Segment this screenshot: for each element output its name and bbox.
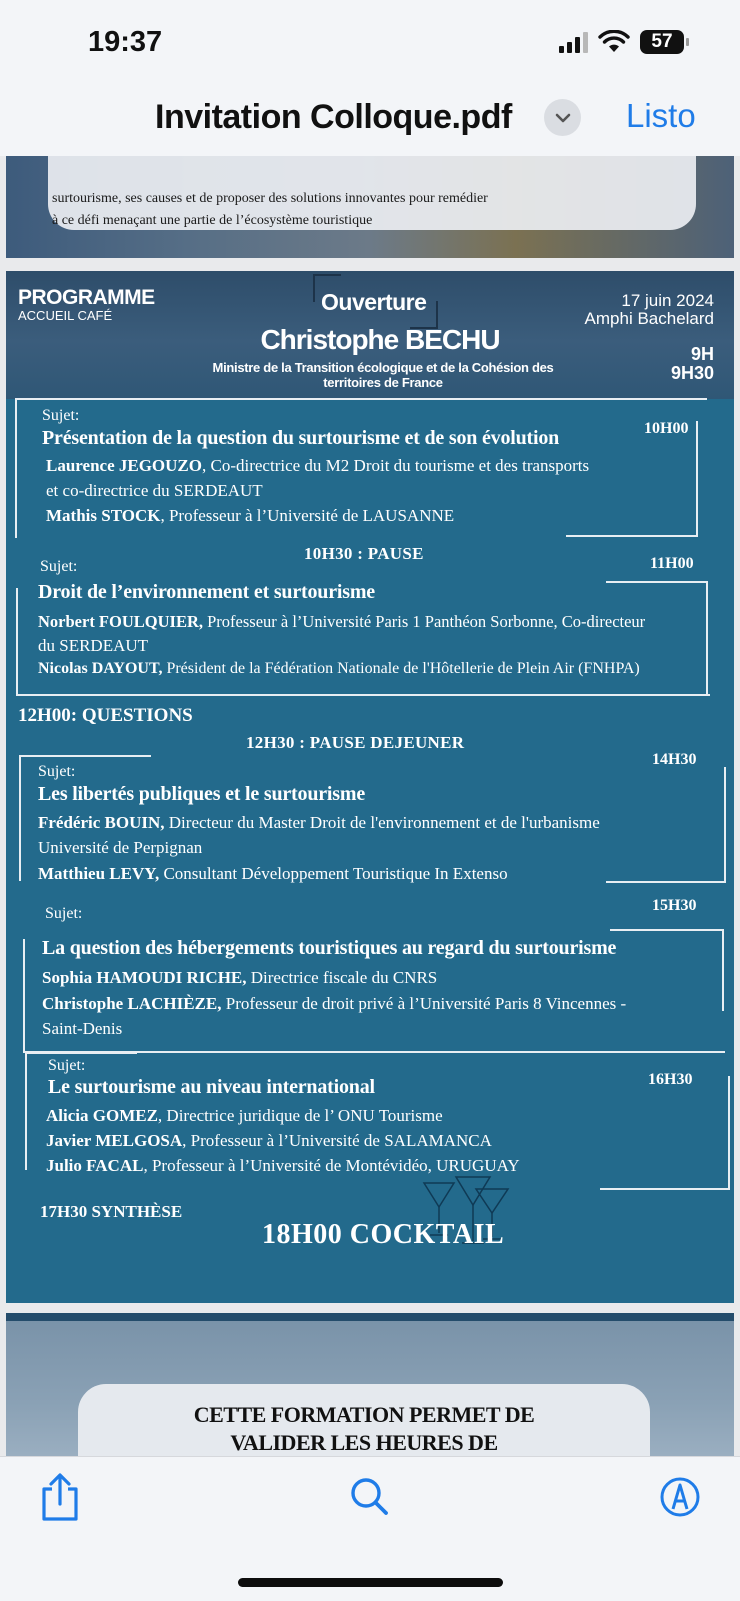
speaker-line: Norbert FOULQUIER, Professeur à l’Université Paris 1 Panthéon Sorbonne, Co-directeur <box>38 612 646 631</box>
pdf-page-1 <box>6 156 734 258</box>
session-label: Sujet: <box>45 905 83 922</box>
speaker-line: Alicia GOMEZ, Directrice juridique de l’ ONU Tourisme <box>46 1106 443 1125</box>
share-icon[interactable] <box>36 1471 84 1523</box>
session-label: Sujet: <box>40 558 78 575</box>
session-frame <box>606 767 726 883</box>
intro-text <box>52 191 612 228</box>
session-label: Sujet: <box>38 763 76 780</box>
programme-subtitle: ACCUEIL CAFÉ <box>18 308 113 323</box>
time-label: 9H <box>690 344 714 364</box>
battery-icon: 57 <box>640 30 684 54</box>
speaker-line: Javier MELGOSA, Professeur à l’Université de SALAMANCA <box>46 1131 492 1150</box>
session-title: Le surtourisme au niveau international <box>48 1076 375 1098</box>
programme-header <box>6 271 734 399</box>
speaker-line: Université de Perpignan <box>38 838 203 857</box>
speaker-line: Christophe LACHIÈZE, Professeur de droit privé à l’Université Paris 8 Vincennes - <box>42 994 627 1013</box>
markup-icon[interactable] <box>656 1471 704 1523</box>
search-icon[interactable] <box>346 1471 394 1523</box>
lunch-label: 12H30 : PAUSE DEJEUNER <box>246 733 465 752</box>
pdf-viewer[interactable] <box>0 156 740 1456</box>
cellular-signal-icon <box>559 31 588 53</box>
title-menu-button[interactable] <box>544 99 581 136</box>
session-frame <box>610 929 724 1011</box>
speaker-line: Julio FACAL, Professeur à l’Université de Montévidéo, URUGUAY <box>46 1156 520 1175</box>
session-time: 15H30 <box>652 897 697 914</box>
done-button[interactable]: Listo <box>626 97 696 134</box>
pause-label: 10H30 : PAUSE <box>304 544 424 563</box>
speaker-line: Saint-Denis <box>42 1019 123 1038</box>
status-time: 19:37 <box>88 26 163 58</box>
event-room: Amphi Bachelard <box>584 309 714 328</box>
event-date: 17 juin 2024 <box>621 291 714 310</box>
session-title: La question des hébergements touristiques au regard du surtourisme <box>42 937 617 959</box>
session-time: 16H30 <box>648 1071 693 1088</box>
chevron-down-icon <box>554 112 572 124</box>
speaker-line: Sophia HAMOUDI RICHE, Directrice fiscale du CNRS <box>42 968 438 987</box>
session-frame <box>600 1076 730 1190</box>
speaker-role-line: territoires de France <box>323 375 443 390</box>
pdf-page-2-programme <box>6 271 734 1303</box>
speaker-line: et co-directrice du SERDEAUT <box>46 481 263 500</box>
document-title[interactable]: Invitation Colloque.pdf <box>155 98 512 136</box>
speaker-role-line: Ministre de la Transition écologique et de la Cohésion des <box>212 360 554 375</box>
session-time: 11H00 <box>650 555 694 572</box>
session-title: Droit de l’environnement et surtourisme <box>38 581 375 603</box>
home-indicator[interactable] <box>238 1578 503 1587</box>
status-bar <box>0 0 740 88</box>
speaker-line: Frédéric BOUIN, Directeur du Master Droit de l'environnement et de l'urbanisme <box>38 813 600 832</box>
session-title: Les libertés publiques et le surtourisme <box>38 783 365 805</box>
speaker-line: Laurence JEGOUZO, Co-directrice du M2 Droit du tourisme et des transports <box>46 456 590 475</box>
cocktail-label: 18H00 COCKTAIL <box>262 1219 505 1250</box>
programme-title: PROGRAMME <box>18 286 155 309</box>
session-frame <box>566 421 698 537</box>
status-icons <box>559 30 684 54</box>
session-title: Présentation de la question du surtourisme et de son évolution <box>42 427 560 449</box>
pdf-page-3 <box>6 1313 734 1456</box>
opening-speaker: Christophe BECHU <box>260 324 500 355</box>
session-time: 14H30 <box>652 751 697 768</box>
training-line: CETTE FORMATION PERMET DE <box>193 1402 535 1427</box>
training-text <box>78 1401 650 1456</box>
bottom-toolbar <box>0 1456 740 1601</box>
synthesis-label: 17H30 SYNTHÈSE <box>40 1202 183 1221</box>
speaker-line: Nicolas DAYOUT, Président de la Fédération Nationale de l'Hôtellerie de Plein Air (FNHPA) <box>38 660 640 677</box>
training-line: VALIDER LES HEURES DE <box>230 1430 498 1455</box>
intro-line: surtourisme, ses causes et de proposer des solutions innovantes pour remédier <box>52 191 488 206</box>
session-time: 10H00 <box>644 420 689 437</box>
session-label: Sujet: <box>48 1057 86 1074</box>
session-label: Sujet: <box>42 407 80 424</box>
speaker-role <box>196 360 570 390</box>
speaker-line: Matthieu LEVY, Consultant Développement Touristique In Extenso <box>38 864 508 883</box>
opening-label: Ouverture <box>321 289 427 315</box>
questions-label: 12H00: QUESTIONS <box>18 705 193 726</box>
nav-bar <box>0 88 740 156</box>
time-label: 9H30 <box>670 363 714 383</box>
speaker-line: du SERDEAUT <box>38 636 149 655</box>
intro-line: à ce défi menaçant une partie de l’écosystème touristique <box>52 213 373 228</box>
wifi-icon <box>598 30 630 54</box>
speaker-line: Mathis STOCK, Professeur à l’Université de LAUSANNE <box>46 506 455 525</box>
